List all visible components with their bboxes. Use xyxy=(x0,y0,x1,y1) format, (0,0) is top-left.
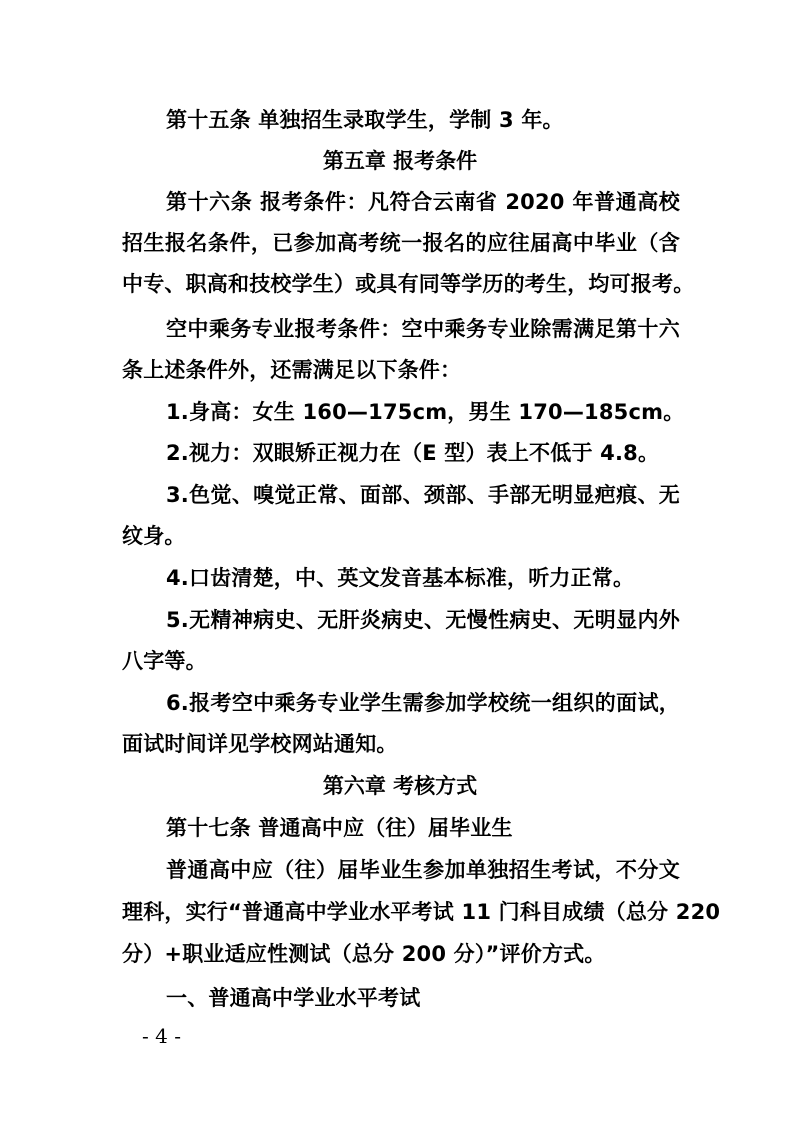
article-17: 第十七条 普通高中应（往）届毕业生 xyxy=(166,816,513,840)
section-one-heading: 一、普通高中学业水平考试 xyxy=(166,986,421,1010)
condition-health-line-1: 5.无精神病史、无肝炎病史、无慢性病史、无明显内外 xyxy=(166,608,680,632)
article-16-line-2: 招生报名条件，已参加高考统一报名的应往届高中毕业（含 xyxy=(122,231,680,255)
condition-height: 1.身高：女生 160—175cm，男生 170—185cm。 xyxy=(166,400,685,424)
condition-speech: 4.口齿清楚，中、英文发音基本标准，听力正常。 xyxy=(166,566,635,590)
article-16-line-1: 第十六条 报考条件：凡符合云南省 2020 年普通高校 xyxy=(166,190,680,214)
page-number: - 4 - xyxy=(142,1024,181,1048)
assessment-line-1: 普通高中应（往）届毕业生参加单独招生考试，不分文 xyxy=(166,858,680,882)
chapter-5-heading: 第五章 报考条件 xyxy=(322,149,478,173)
condition-vision: 2.视力：双眼矫正视力在（E 型）表上不低于 4.8。 xyxy=(166,441,660,465)
condition-interview-line-2: 面试时间详见学校网站通知。 xyxy=(122,732,398,756)
assessment-line-3: 分）+职业适应性测试（总分 200 分）”评价方式。 xyxy=(122,942,606,966)
chapter-6-heading: 第六章 考核方式 xyxy=(322,774,478,798)
flight-attendant-conditions-line-1: 空中乘务专业报考条件：空中乘务专业除需满足第十六 xyxy=(166,317,680,341)
assessment-line-2: 理科，实行“普通高中学业水平考试 11 门科目成绩（总分 220 xyxy=(122,900,721,924)
article-15: 第十五条 单独招生录取学生，学制 3 年。 xyxy=(166,108,564,132)
condition-senses-line-1: 3.色觉、嗅觉正常、面部、颈部、手部无明显疤痕、无 xyxy=(166,483,680,507)
condition-health-line-2: 八字等。 xyxy=(122,649,207,673)
article-16-line-3: 中专、职高和技校学生）或具有同等学历的考生，均可报考。 xyxy=(122,272,695,296)
flight-attendant-conditions-line-2: 条上述条件外，还需满足以下条件： xyxy=(122,358,462,382)
condition-interview-line-1: 6.报考空中乘务专业学生需参加学校统一组织的面试， xyxy=(166,691,680,715)
condition-senses-line-2: 纹身。 xyxy=(122,524,186,548)
